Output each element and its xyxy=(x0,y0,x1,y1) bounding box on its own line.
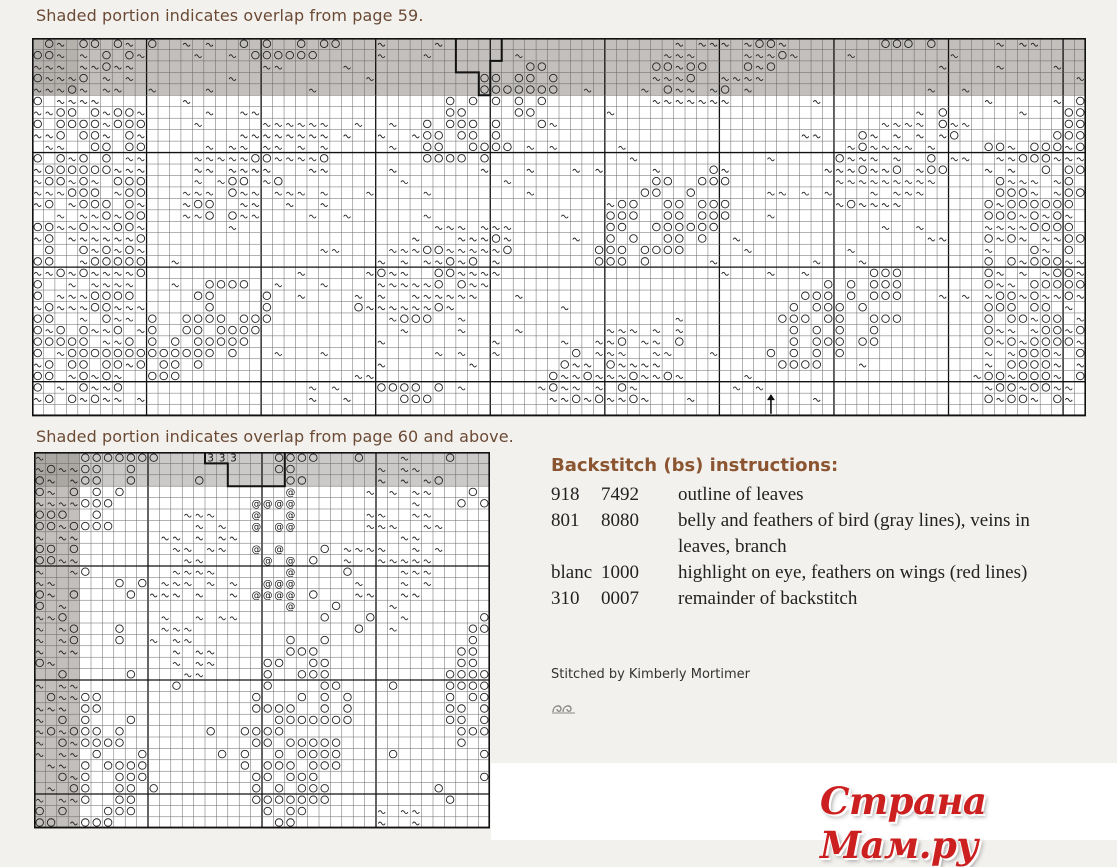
svg-text:@: @ xyxy=(285,567,296,579)
svg-text:@: @ xyxy=(285,510,296,522)
stitch-description: remainder of backstitch xyxy=(678,588,858,609)
stitch-description: highlight on eye, feathers on wings (red lines) xyxy=(678,562,1028,583)
stitch-description: belly and feathers of bird (gray lines), veins in leaves, branch xyxy=(678,510,1030,557)
floss-number: 310 xyxy=(551,588,580,609)
instruction-row xyxy=(551,586,1071,612)
svg-text:@: @ xyxy=(285,590,296,602)
floss-code: 1000 xyxy=(601,562,639,583)
svg-text:@: @ xyxy=(274,578,284,590)
svg-text:@: @ xyxy=(285,556,296,568)
svg-text:@: @ xyxy=(251,544,262,556)
svg-text:@: @ xyxy=(251,590,262,602)
bottom-chart-caption: Shaded portion indicates overlap from page 60 and above. xyxy=(36,427,514,446)
instructions-title: Backstitch (bs) instructions: xyxy=(551,455,839,476)
floss-code: 7492 xyxy=(601,484,639,505)
svg-text:@: @ xyxy=(251,499,262,511)
svg-text:@: @ xyxy=(285,601,296,613)
top-chart-caption: Shaded portion indicates overlap from page 59. xyxy=(36,6,424,25)
svg-text:@: @ xyxy=(285,487,296,499)
grid-lines xyxy=(34,452,490,828)
bottom-chart-grid xyxy=(34,452,490,836)
stitch-description: outline of leaves xyxy=(678,484,804,505)
floss-code: 0007 xyxy=(601,588,639,609)
svg-text:3: 3 xyxy=(218,452,226,465)
svg-text:@: @ xyxy=(285,499,296,511)
floss-number: 918 xyxy=(551,484,580,505)
floss-code: 8080 xyxy=(601,510,639,531)
svg-text:@: @ xyxy=(274,499,284,511)
svg-text:3: 3 xyxy=(207,452,214,465)
svg-text:@: @ xyxy=(274,544,284,556)
svg-text:@: @ xyxy=(285,521,296,533)
floss-number: 801 xyxy=(551,510,580,531)
svg-text:@: @ xyxy=(262,556,273,568)
site-watermark-logo: Страна Мам.ру xyxy=(820,779,987,867)
svg-text:@: @ xyxy=(251,510,262,522)
instruction-row xyxy=(551,560,1071,586)
svg-text:@: @ xyxy=(285,578,296,590)
svg-text:@: @ xyxy=(274,590,284,602)
svg-text:@: @ xyxy=(262,578,273,590)
instruction-row xyxy=(551,482,1071,508)
svg-text:@: @ xyxy=(262,590,273,602)
floss-number: blanc xyxy=(551,562,593,583)
swirl-ornament-icon xyxy=(551,700,577,716)
top-chart-grid xyxy=(32,38,1086,418)
svg-text:3: 3 xyxy=(230,452,237,465)
svg-text:@: @ xyxy=(274,521,284,533)
svg-text:@: @ xyxy=(251,521,262,533)
svg-text:@: @ xyxy=(262,499,273,511)
instruction-row xyxy=(551,508,1071,560)
stitched-by-credit: Stitched by Kimberly Mortimer xyxy=(551,667,750,682)
backstitch-instructions xyxy=(551,455,1071,612)
